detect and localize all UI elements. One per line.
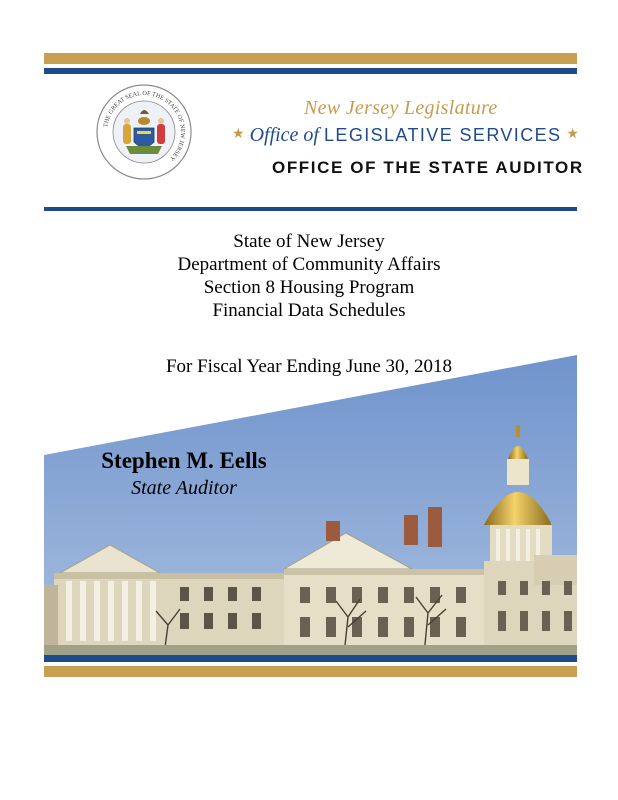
bottom-gold-rule (44, 666, 577, 677)
report-line: Financial Data Schedules (212, 300, 406, 321)
header-divider (44, 207, 577, 211)
report-line: Section 8 Housing Program (203, 277, 415, 298)
bottom-navy-rule (44, 655, 577, 662)
report-line: State of New Jersey (233, 231, 385, 252)
office-prefix: Office of (249, 124, 319, 146)
auditor-office-title: OFFICE OF THE STATE AUDITOR (272, 158, 584, 177)
star-icon: ★ (232, 127, 245, 142)
author-title: State Auditor (131, 477, 237, 499)
seal-ring-text: THE GREAT SEAL OF THE STATE OF NEW JERSEY (102, 89, 187, 163)
office-line (232, 124, 579, 147)
state-house-photo (44, 355, 577, 655)
top-gold-rule (44, 53, 577, 64)
top-navy-rule (44, 68, 577, 74)
state-seal-icon (96, 84, 192, 180)
office-name: LEGISLATIVE SERVICES (324, 125, 562, 145)
report-titles (0, 230, 618, 322)
star-icon: ★ (566, 127, 579, 142)
fiscal-year: For Fiscal Year Ending June 30, 2018 (165, 356, 453, 377)
legislature-title: New Jersey Legislature (304, 97, 498, 119)
report-line: Department of Community Affairs (177, 254, 441, 275)
author-block (94, 448, 274, 500)
author-name: Stephen M. Eells (101, 448, 267, 473)
